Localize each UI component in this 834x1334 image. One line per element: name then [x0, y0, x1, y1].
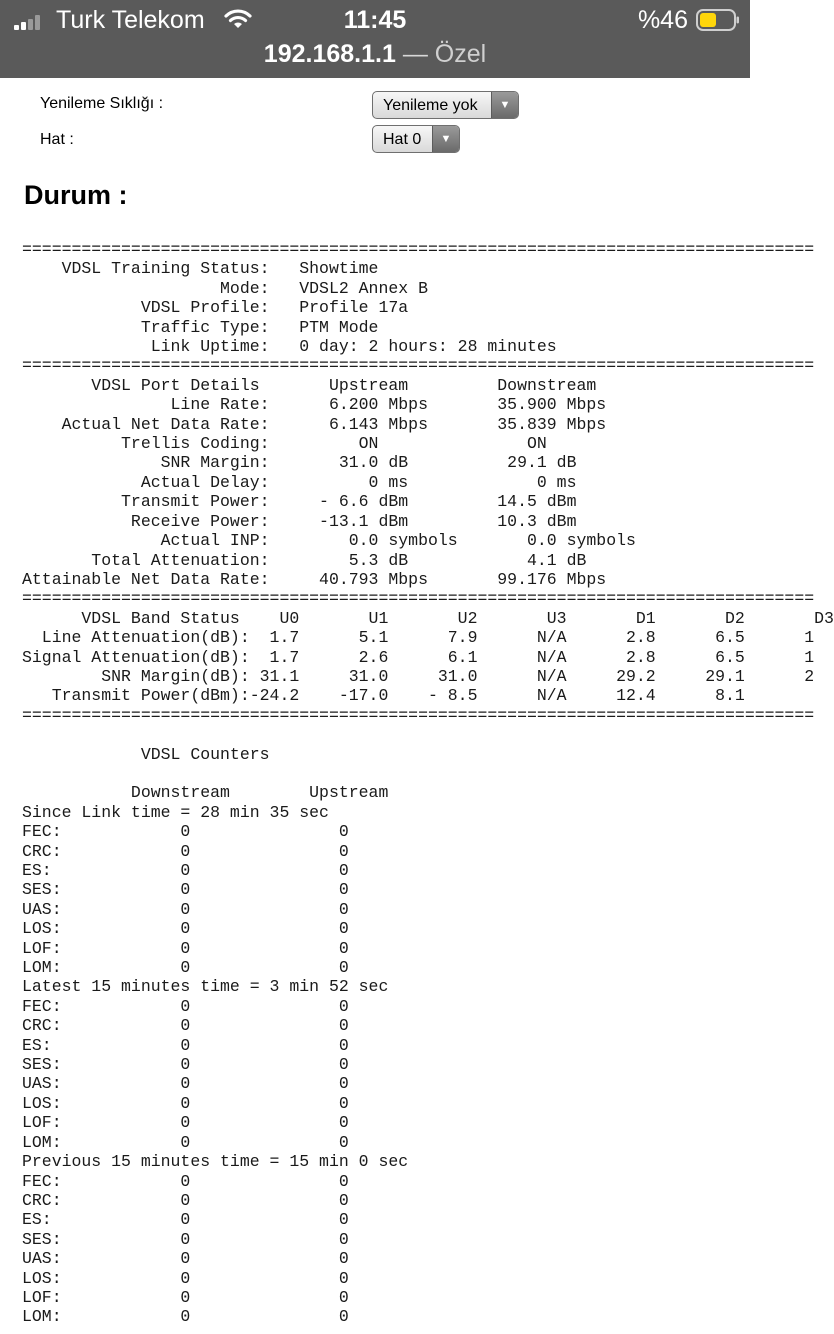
clock: 11:45 [343, 6, 407, 34]
battery-icon [696, 9, 740, 31]
url-separator: — [395, 40, 435, 68]
chevron-down-icon: ▼ [432, 126, 459, 152]
url-host: 192.168.1.1 [263, 40, 396, 68]
line-select-value: Hat 0 [383, 131, 422, 148]
browser-top-bar [0, 0, 750, 78]
refresh-select-value: Yenileme yok [383, 97, 478, 114]
refresh-label: Yenileme Sıklığı : [40, 95, 164, 112]
line-label: Hat : [40, 131, 74, 148]
page-title: Durum : [24, 180, 128, 210]
carrier-name: Turk Telekom [56, 6, 205, 34]
battery-percentage: %46 [637, 6, 688, 34]
private-mode-label: Özel [434, 40, 487, 68]
url-bar[interactable] [0, 38, 750, 70]
line-select[interactable] [372, 125, 460, 153]
refresh-select[interactable] [372, 91, 519, 119]
vdsl-status-report: ================================================================================ VDSL Training Status: Showtime Mode: VDSL2 Annex B VDSL Profile: Profile 17a Traffic Type: PTM Mode Link Uptime: 0 day: 2 hours: 28 minutes ================================================================================ VDSL Port Details Upstream Downstream Line Rate: 6.200 Mbps 35.900 Mbps Actual Net Data Rate: 6.143 Mbps 35.839 Mbps Trellis Coding: ON ON SNR Margin: 31.0 dB 29.1 dB Actual Delay: 0 ms 0 ms Transmit Power: - 6.6 dBm 14.5 dBm Receive Power: -13.1 dBm 10.3 dBm Actual INP: 0.0 symbols 0.0 symbols Total Attenuation: 5.3 dB 4.1 dB Attainable Net Data Rate: 40.793 Mbps 99.176 Mbps ================================================================================ VDSL Band Status U0 U1 U2 U3 D1 D2 D3 Line Attenuation(dB): 1.7 5.1 7.9 N/A 2.8 6.5 1 Signal Attenuation(dB): 1.7 2.6 6.1 N/A 2.8 6.5 1 SNR Margin(dB): 31.1 31.0 31.0 N/A 29.2 29.1 2 Transmit Power(dBm):-24.2 -17.0 - 8.5 N/A 12.4 8.1 ================================================================================ VDSL Counters Downstream Upstream Since Link time = 28 min 35 sec FEC: 0 0 CRC: 0 0 ES: 0 0 SES: 0 0 UAS: 0 0 LOS: 0 0 LOF: 0 0 LOM: 0 0 Latest 15 minutes time = 3 min 52 sec FEC: 0 0 CRC: 0 0 ES: 0 0 SES: 0 0 UAS: 0 0 LOS: 0 0 LOF: 0 0 LOM: 0 0 Previous 15 minutes time = 15 min 0 sec FEC: 0 0 CRC: 0 0 ES: 0 0 SES: 0 0 UAS: 0 0 LOS: 0 0 LOF: 0 0 LOM: 0 0 [22, 240, 834, 1327]
chevron-down-icon: ▼ [491, 92, 518, 118]
